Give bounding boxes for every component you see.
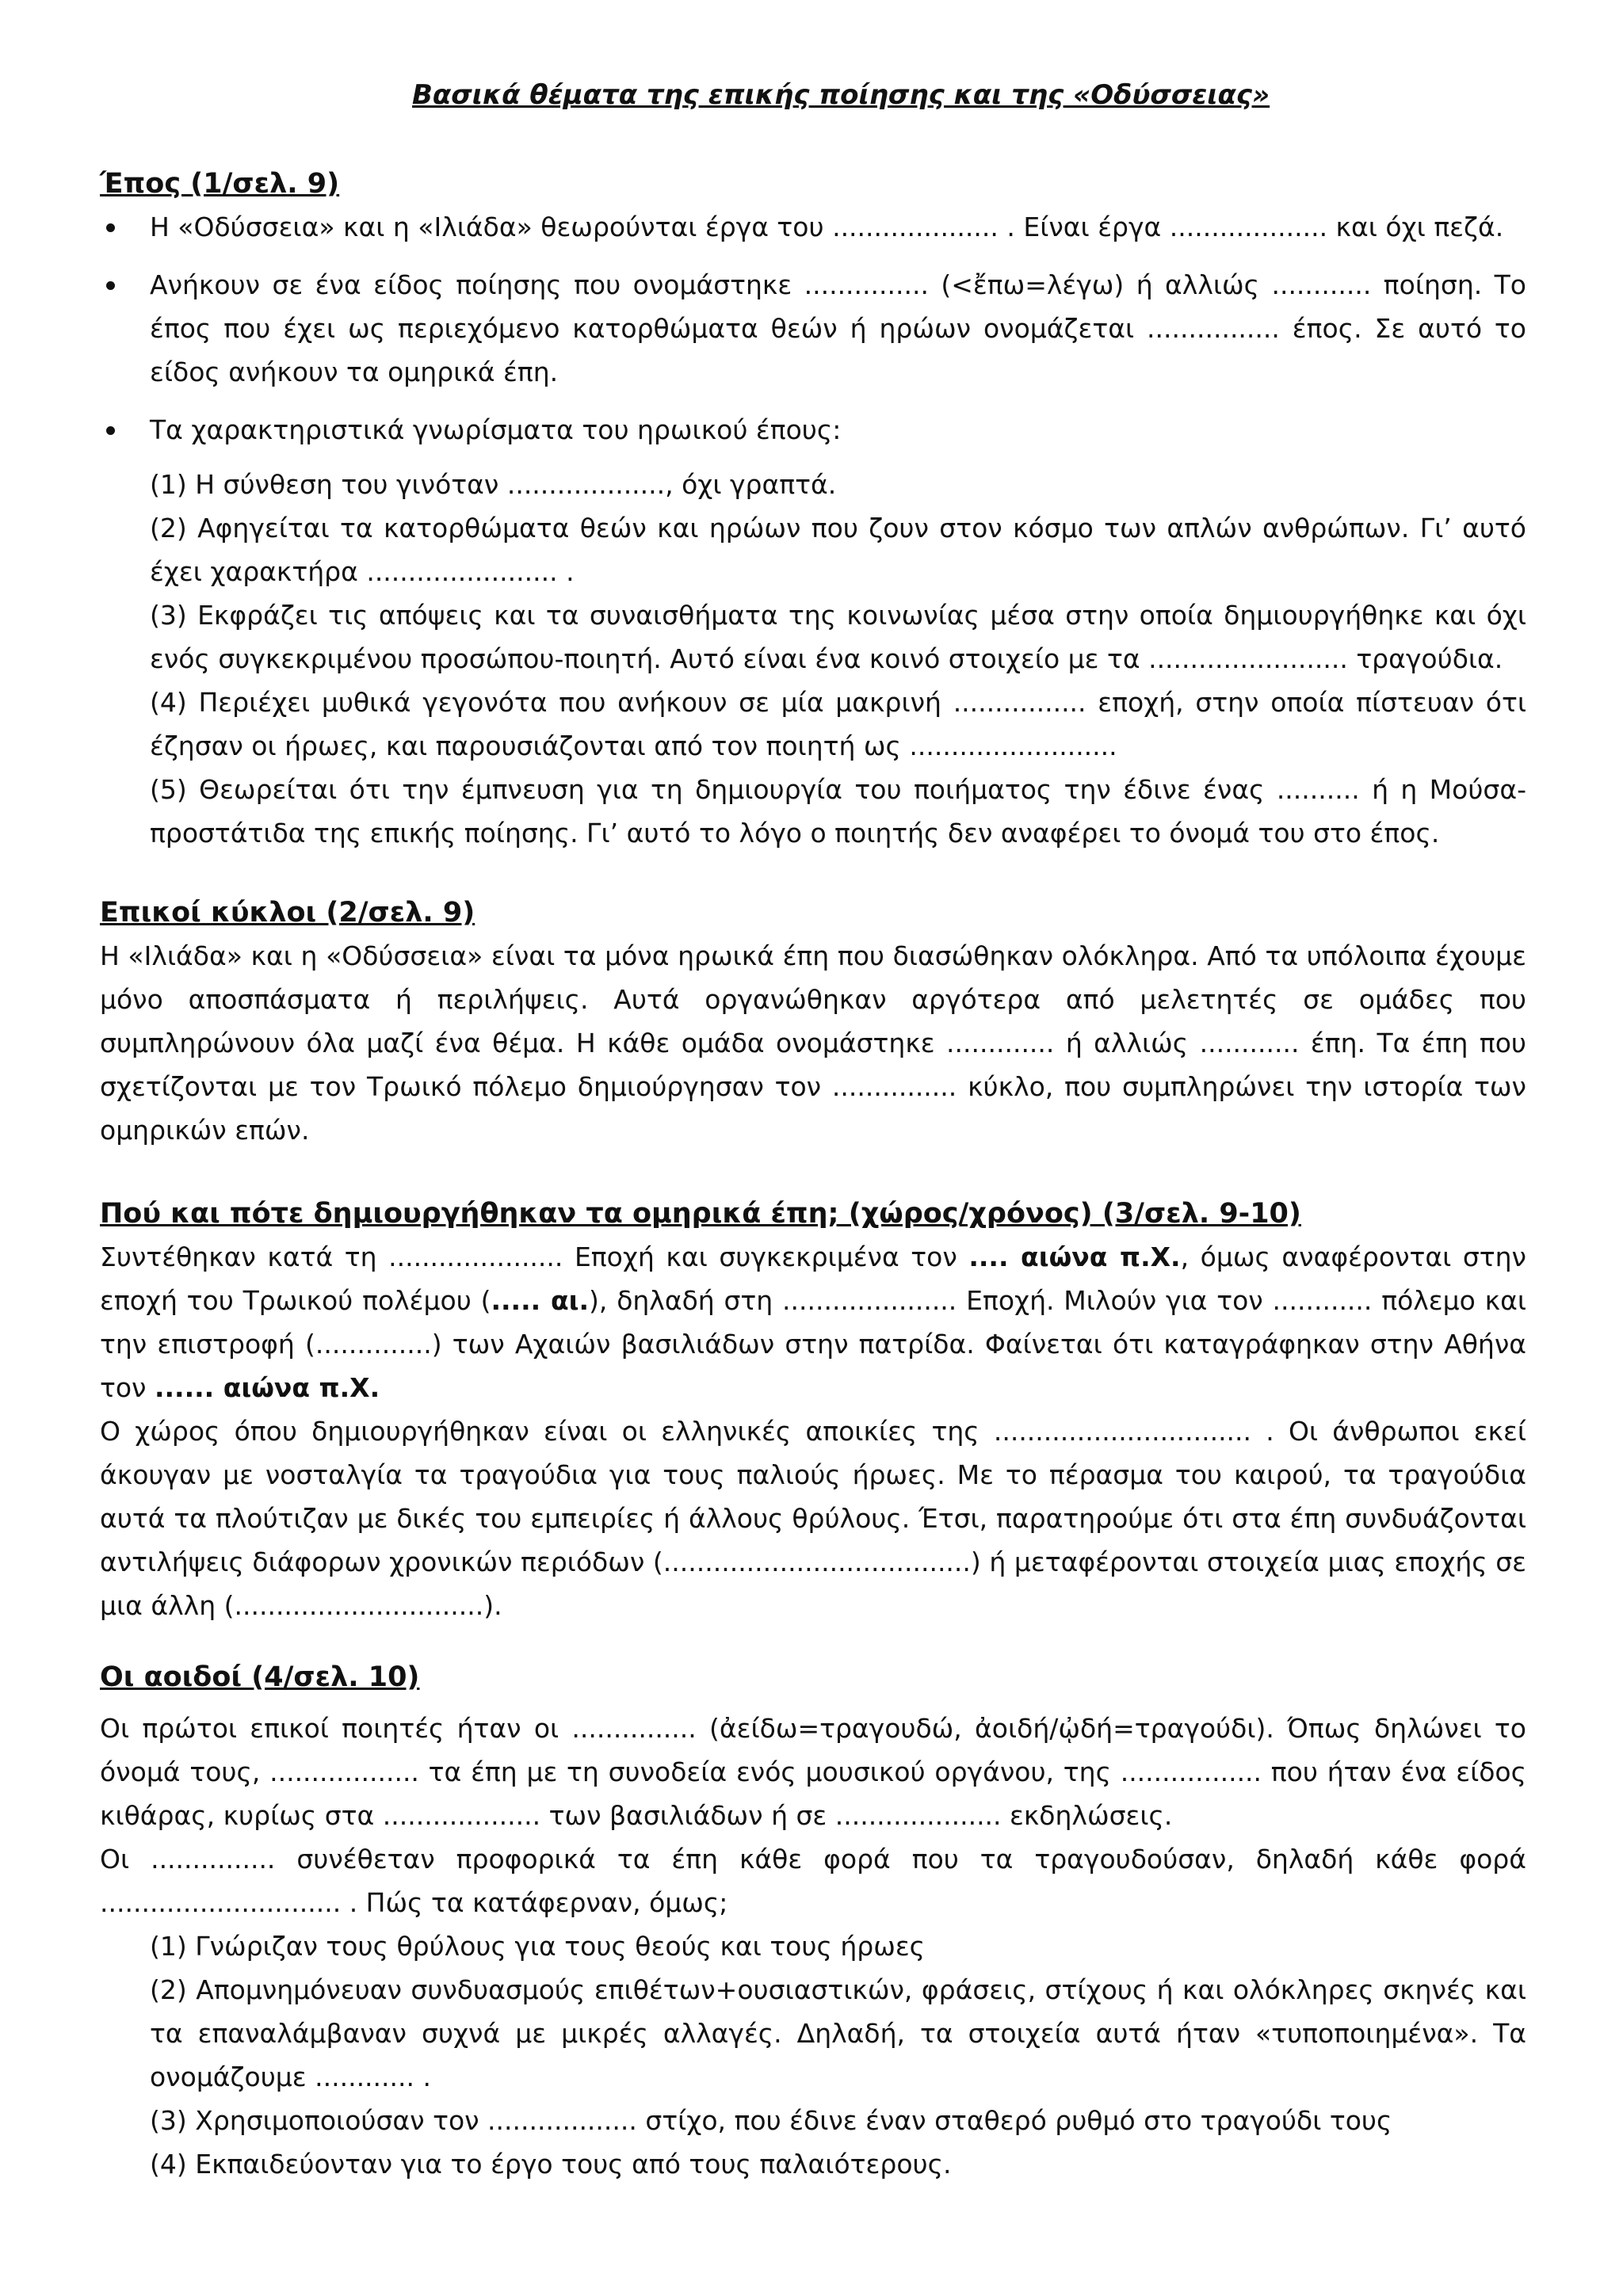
- list-item: [100, 205, 1526, 249]
- list-item: (3) Εκφράζει τις απόψεις και τα συναισθήματα της κοινωνίας μέσα στην οποία δημιουργήθηκε και όχι ενός συγκεκριμένου προσώπου-ποιητή. Αυτό είναι ένα κοινό στοιχείο με τα ........................ τραγούδια.: [150, 600, 1526, 674]
- list-item: (2) Αφηγείται τα κατορθώματα θεών και ηρώων που ζουν στον κόσμο των απλών ανθρώπων. Γι’ αυτό έχει χαρακτήρα ....................... .: [150, 513, 1526, 587]
- aoidoi-list: [100, 1924, 1526, 2186]
- text-run: , όμως αναφέρονται στην εποχή του Τρωικού πολέμου (: [100, 1241, 1526, 1316]
- section-aoidoi: [100, 1660, 1526, 2186]
- list-item: (1) Γνώριζαν τους θρύλους για τους θεούς και τους ήρωες: [150, 1931, 926, 1962]
- epos-bullet-list: [100, 205, 1526, 452]
- bullet-text: Η «Οδύσσεια» και η «Ιλιάδα» θεωρούνται έργα του .................... . Είναι έργα ................... και όχι πεζά.: [150, 212, 1504, 242]
- list-item: (2) Απομνημόνευαν συνδυασμούς επιθέτων+ουσιαστικών, φράσεις, στίχους ή και ολόκληρες σκηνές και τα επαναλάμβαναν συχνά με μικρές αλλαγές. Δηλαδή, τα στοιχεία αυτά ήταν «τυποποιημένα». Τα ονομάζουμε ............ .: [150, 1974, 1526, 2092]
- bold-text-run: ...... αιώνα π.Χ.: [154, 1372, 380, 1403]
- bullet-icon: [106, 223, 115, 232]
- paragraph: Οι ............... συνέθεταν προφορικά τα έπη κάθε φορά που τα τραγουδούσαν, δηλαδή κάθε φορά ............................. . Πώς τα κατάφερναν, όμως;: [100, 1844, 1526, 1918]
- list-item: (4) Εκπαιδεύονταν για το έργο τους από τους παλαιότερους.: [150, 2149, 952, 2180]
- list-item: [100, 408, 1526, 452]
- paragraph: [100, 1235, 1526, 1409]
- section-epos: [100, 166, 1526, 855]
- section-heading-pou-pote: Πού και πότε δημιουργήθηκαν τα ομηρικά έπη; (χώρος/χρόνος) (3/σελ. 9-10): [100, 1198, 1301, 1230]
- list-item: (5) Θεωρείται ότι την έμπνευση για τη δημιουργία του ποιήματος την έδινε ένας .......... ή η Μούσα-προστάτιδα της επικής ποίησης. Γι’ αυτό το λόγο ο ποιητής δεν αναφέρει το όνομά του στο έπος.: [150, 774, 1526, 849]
- list-item: (4) Περιέχει μυθικά γεγονότα που ανήκουν σε μία μακρινή ................ εποχή, στην οποία πίστευαν ότι έζησαν οι ήρωες, και παρουσιάζονται από τον ποιητή ως .........................: [150, 687, 1526, 761]
- section-heading-epikoi-kykloi: Επικοί κύκλοι (2/σελ. 9): [100, 897, 475, 929]
- epos-characteristics-list: [100, 463, 1526, 855]
- list-item: (3) Χρησιμοποιούσαν τον .................. στίχο, που έδινε έναν σταθερό ρυθμό στο τραγούδι τους: [150, 2105, 1392, 2136]
- section-heading-epos: Έπος (1/σελ. 9): [100, 168, 340, 200]
- text-run: Συντέθηκαν κατά τη ..................... Εποχή και συγκεκριμένα τον: [100, 1241, 969, 1272]
- text-run: ), δηλαδή στη ..................... Εποχή. Μιλούν για τον ............ πόλεμο και την επιστροφή (..............) των Αχαιών βασιλιάδων στην πατρίδα. Φαίνεται ότι καταγράφηκαν στην Αθήνα τον: [100, 1285, 1526, 1403]
- paragraph: Η «Ιλιάδα» και η «Οδύσσεια» είναι τα μόνα ηρωικά έπη που διασώθηκαν ολόκληρα. Από τα υπόλοιπα έχουμε μόνο αποσπάσματα ή περιλήψεις. Αυτά οργανώθηκαν αργότερα από μελετητές σε ομάδες που συμπληρώνουν όλα μαζί ένα θέμα. Η κάθε ομάδα ονομάστηκε ............. ή αλλιώς ............ έπη. Τα έπη που σχετίζονται με τον Τρωικό πόλεμο δημιούργησαν τον ............... κύκλο, που συμπληρώνει την ιστορία των ομηρικών επών.: [100, 940, 1526, 1146]
- paragraph: Οι πρώτοι επικοί ποιητές ήταν οι ............... (ἀείδω=τραγουδώ, ἀοιδή/ᾠδή=τραγούδι). Όπως δηλώνει το όνομά τους, .................. τα έπη με τη συνοδεία ενός μουσικού οργάνου, της ................. που ήταν ένα είδος κιθάρας, κυρίως στα ................... των βασιλιάδων ή σε .................... εκδηλώσεις.: [100, 1713, 1526, 1831]
- bullet-text: Ανήκουν σε ένα είδος ποίησης που ονομάστηκε ............... (<ἔπω=λέγω) ή αλλιώς ............ ποίηση. Το έπος που έχει ως περιεχόμενο κατορθώματα θεών ή ηρώων ονομάζεται ................ έπος. Σε αυτό το είδος ανήκουν τα ομηρικά έπη.: [150, 269, 1526, 387]
- bullet-icon: [106, 281, 115, 290]
- bold-text-run: ..... αι.: [491, 1285, 590, 1316]
- paragraph: Ο χώρος όπου δημιουργήθηκαν είναι οι ελληνικές αποικίες της ............................... . Οι άνθρωποι εκεί άκουγαν με νοσταλγία τα τραγούδια για τους παλιούς ήρωες. Με το πέρασμα του καιρού, τα τραγούδια αυτά τα πλούτιζαν με δικές του εμπειρίες ή άλλους θρύλους. Έτσι, παρατηρούμε ότι στα έπη συνδυάζονται αντιλήψεις διάφορων χρονικών περιόδων (.....................................) ή μεταφέρονται στοιχεία μιας εποχής σε μια άλλη (..............................).: [100, 1416, 1526, 1621]
- section-epikoi-kykloi: [100, 895, 1526, 1152]
- page-title: Βασικά θέματα της επικής ποίησης και της «Οδύσσειας»: [412, 79, 1270, 111]
- bullet-icon: [106, 426, 115, 435]
- list-item: (1) Η σύνθεση του γινόταν ..................., όχι γραπτά.: [150, 469, 837, 500]
- section-heading-aoidoi: Οι αοιδοί (4/σελ. 10): [100, 1661, 420, 1693]
- list-item: [100, 263, 1526, 394]
- bold-text-run: .... αιώνα π.Χ.: [968, 1241, 1181, 1272]
- bullet-text: Τα χαρακτηριστικά γνωρίσματα του ηρωικού έπους:: [150, 414, 842, 445]
- section-pou-pote: [100, 1196, 1526, 1627]
